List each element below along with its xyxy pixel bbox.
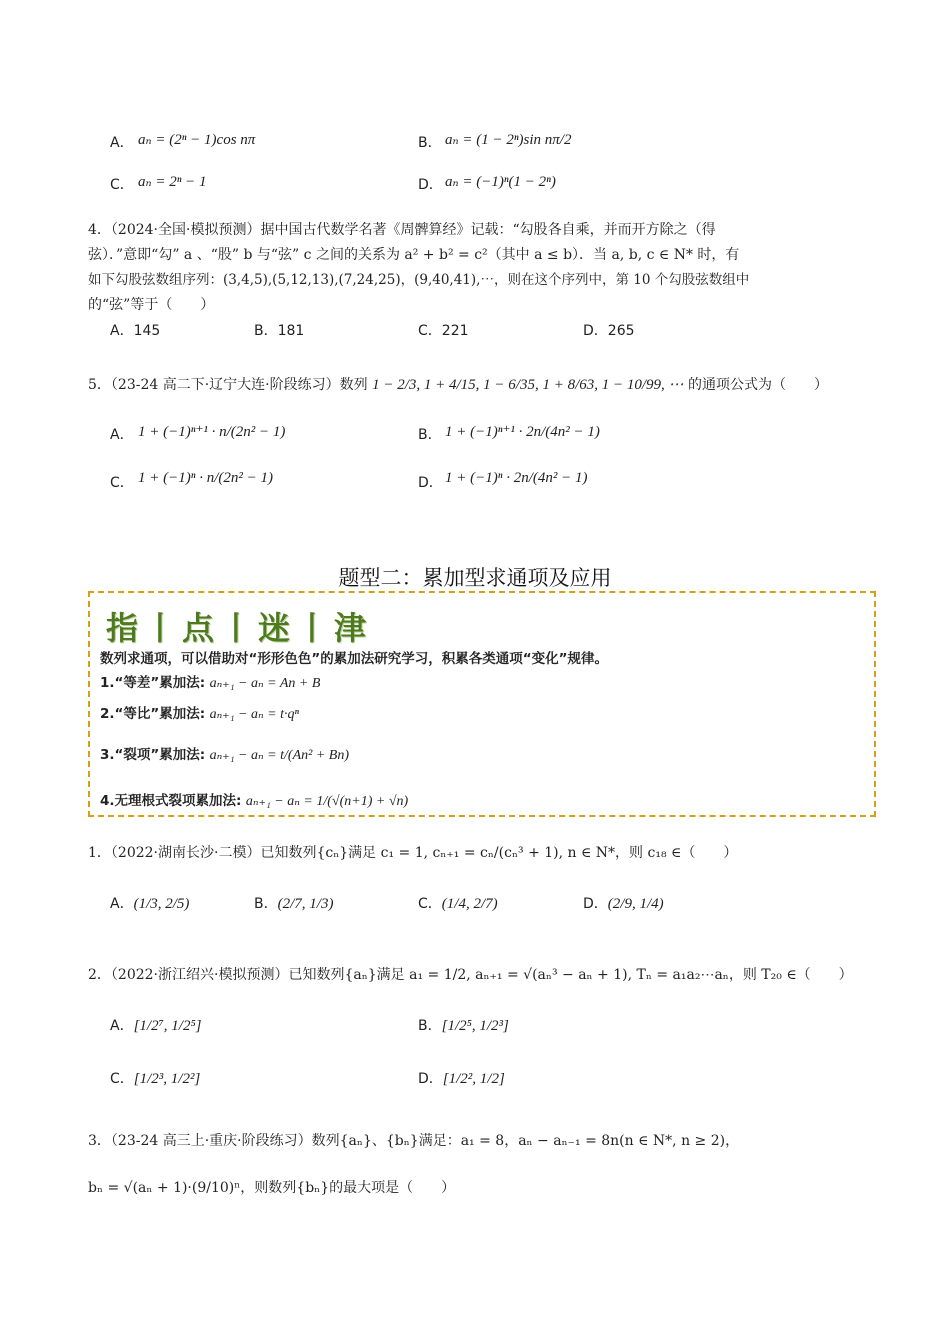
p2-option-c: C．[1/2³, 1/2²] bbox=[110, 1071, 201, 1087]
p2-source: （2022·浙江绍兴·模拟预测） bbox=[110, 967, 289, 983]
q5-option-c-formula: 1 + (−1)ⁿ · n/(2n² − 1) bbox=[138, 470, 273, 486]
tip-item-4-formula: aₙ₊₁ − aₙ = 1/(√(n+1) + √n) bbox=[245, 794, 409, 809]
p1-option-d: D．(2/9, 1/4) bbox=[583, 896, 664, 912]
q5-source: （23-24 高二下·辽宁大连·阶段练习） bbox=[110, 377, 340, 393]
q3-option-c-formula: aₙ = 2ⁿ − 1 bbox=[138, 174, 207, 190]
q5-option-a-label: A． bbox=[110, 427, 134, 443]
tip-item-4 bbox=[100, 789, 408, 810]
p3-stem-line1: 数列{aₙ}、{bₙ}满足：a₁ = 8，aₙ − aₙ₋₁ = 8n(n ∈ N*, n ≥ 2)， bbox=[311, 1133, 740, 1149]
tip-item-2-formula: aₙ₊₁ − aₙ = t·qⁿ bbox=[209, 707, 299, 722]
q5-option-b-formula: 1 + (−1)ⁿ⁺¹ · 2n/(4n² − 1) bbox=[445, 424, 600, 440]
tip-item-1-label: 1.“等差”累加法: bbox=[100, 675, 206, 691]
tip-heading: 指丨点丨迷丨津 bbox=[106, 609, 373, 647]
q5-option-b-label: B． bbox=[418, 427, 442, 443]
p1-number: 1． bbox=[88, 845, 111, 861]
tip-intro: 数列求通项，可以借助对“形形色色”的累加法研究学习，积累各类通项“变化”规律。 bbox=[100, 651, 608, 667]
q5-number: 5． bbox=[88, 377, 111, 393]
q3-option-d-label: D． bbox=[418, 177, 443, 193]
q4-option-c: C．221 bbox=[418, 323, 469, 339]
section-title: 题型二：累加型求通项及应用 bbox=[338, 566, 612, 590]
q5-stem-suffix: 的通项公式为（ ） bbox=[688, 377, 828, 393]
p1-option-a: A．(1/3, 2/5) bbox=[110, 896, 190, 912]
q5-stem-prefix: 数列 bbox=[339, 377, 368, 393]
q4-option-d: D．265 bbox=[583, 323, 635, 339]
q4-option-b: B．181 bbox=[254, 323, 305, 339]
tip-box bbox=[88, 591, 876, 817]
p3-source: （23-24 高三上·重庆·阶段练习） bbox=[110, 1133, 312, 1149]
q3-option-c-label: C． bbox=[110, 177, 134, 193]
p3-number: 3． bbox=[88, 1133, 111, 1149]
q4-line2: 弦）．”意即“勾” a 、“股” b 与“弦” c 之间的关系为 a² + b² = c²（其中 a ≤ b）．当 a, b, c ∈ N* 时，有 bbox=[88, 247, 740, 263]
q3-option-b-label: B． bbox=[418, 135, 442, 151]
q3-option-a-formula: aₙ = (2ⁿ − 1)cos nπ bbox=[138, 132, 256, 148]
tip-item-2 bbox=[100, 702, 299, 723]
p1-stem: 已知数列{cₙ}满足 c₁ = 1, cₙ₊₁ = cₙ/(cₙ³ + 1), n ∈ N*，则 c₁₈ ∈（ ） bbox=[260, 845, 738, 861]
tip-item-2-label: 2.“等比”累加法: bbox=[100, 706, 206, 722]
p1-option-b: B．(2/7, 1/3) bbox=[254, 896, 334, 912]
p2-number: 2． bbox=[88, 967, 111, 983]
p2-option-a: A．[1/2⁷, 1/2⁵] bbox=[110, 1018, 202, 1034]
p2-option-b: B．[1/2⁵, 1/2³] bbox=[418, 1018, 509, 1034]
q5-option-d-formula: 1 + (−1)ⁿ · 2n/(4n² − 1) bbox=[445, 470, 588, 486]
q5-option-d-label: D． bbox=[418, 475, 443, 491]
q4-option-a: A．145 bbox=[110, 323, 161, 339]
p3-stem-line2: bₙ = √(aₙ + 1)·(9/10)ⁿ，则数列{bₙ}的最大项是（ ） bbox=[88, 1180, 456, 1196]
q5-option-a-formula: 1 + (−1)ⁿ⁺¹ · n/(2n² − 1) bbox=[138, 424, 286, 440]
question-5 bbox=[88, 374, 828, 394]
q5-option-c-label: C． bbox=[110, 475, 134, 491]
practice-3 bbox=[88, 1130, 739, 1150]
q3-option-a-label: A． bbox=[110, 135, 134, 151]
q4-line4: 的“弦”等于（ ） bbox=[88, 297, 215, 313]
tip-item-4-label: 4.无理根式裂项累加法: bbox=[100, 793, 242, 809]
tip-item-3 bbox=[100, 743, 349, 764]
practice-2 bbox=[88, 964, 853, 984]
p1-option-c: C．(1/4, 2/7) bbox=[418, 896, 498, 912]
practice-1 bbox=[88, 842, 737, 862]
q4-line1: 据中国古代数学名著《周髀算经》记载：“勾股各自乘，并而开方除之（得 bbox=[260, 222, 716, 238]
tip-item-1 bbox=[100, 671, 320, 692]
q3-option-d-formula: aₙ = (−1)ⁿ(1 − 2ⁿ) bbox=[445, 174, 556, 190]
question-4 bbox=[88, 218, 863, 318]
q4-number: 4． bbox=[88, 222, 111, 238]
q5-sequence: 1 − 2/3, 1 + 4/15, 1 − 6/35, 1 + 8/63, 1 − 10/99, ⋯ bbox=[372, 377, 684, 393]
p2-option-d: D．[1/2², 1/2] bbox=[418, 1071, 505, 1087]
q4-line3: 如下勾股弦数组序列：(3,4,5),(5,12,13),(7,24,25)，(9,40,41),⋯，则在这个序列中，第 10 个勾股弦数组中 bbox=[88, 272, 750, 288]
tip-item-3-label: 3.“裂项”累加法: bbox=[100, 747, 206, 763]
p2-stem: 已知数列{aₙ}满足 a₁ = 1/2, aₙ₊₁ = √(aₙ³ − aₙ + 1), Tₙ = a₁a₂⋯aₙ，则 T₂₀ ∈（ ） bbox=[288, 967, 853, 983]
tip-item-1-formula: aₙ₊₁ − aₙ = An + B bbox=[209, 676, 321, 691]
q4-source: （2024·全国·模拟预测） bbox=[110, 222, 261, 238]
q3-option-b-formula: aₙ = (1 − 2ⁿ)sin nπ/2 bbox=[445, 132, 572, 148]
tip-item-3-formula: aₙ₊₁ − aₙ = t/(An² + Bn) bbox=[209, 748, 349, 763]
p1-source: （2022·湖南长沙·二模） bbox=[110, 845, 261, 861]
